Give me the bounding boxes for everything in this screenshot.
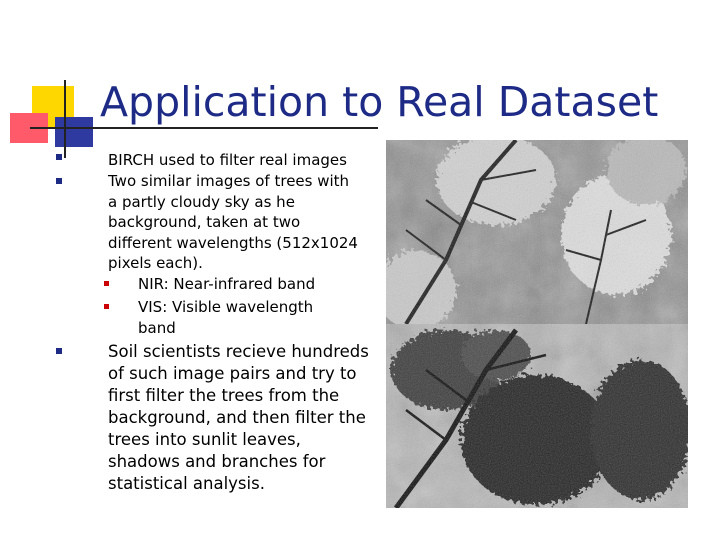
subbullet-marker xyxy=(104,304,109,309)
bullet-marker xyxy=(56,348,62,354)
subbullet-text: NIR: Near-infrared band xyxy=(138,275,316,293)
bullet-text: Soil scientists recieve hundreds of such image pairs and try to first filter the trees from the background, and then filter the trees into sunlit leaves, shadows and branches for statistical analysis. xyxy=(108,342,369,493)
bullet-text: Two similar images of trees with a partly cloudy sky as he background, taken at two different wavelengths (512x1024 pixels each). xyxy=(108,172,358,272)
subbullet-text: VIS: Visible wavelength band xyxy=(138,298,314,337)
vis-image xyxy=(386,324,688,508)
decor-vertical-line xyxy=(64,80,66,158)
bullet-marker xyxy=(56,154,62,160)
bullet-marker xyxy=(56,178,62,184)
subbullet-marker xyxy=(104,281,109,286)
title-underline xyxy=(30,127,378,129)
bullet-text: BIRCH used to filter real images xyxy=(108,151,347,169)
nir-image xyxy=(386,140,688,330)
decor-square-blue xyxy=(55,117,93,147)
slide-title: Application to Real Dataset xyxy=(100,78,659,126)
tree-photo-image xyxy=(386,140,688,508)
